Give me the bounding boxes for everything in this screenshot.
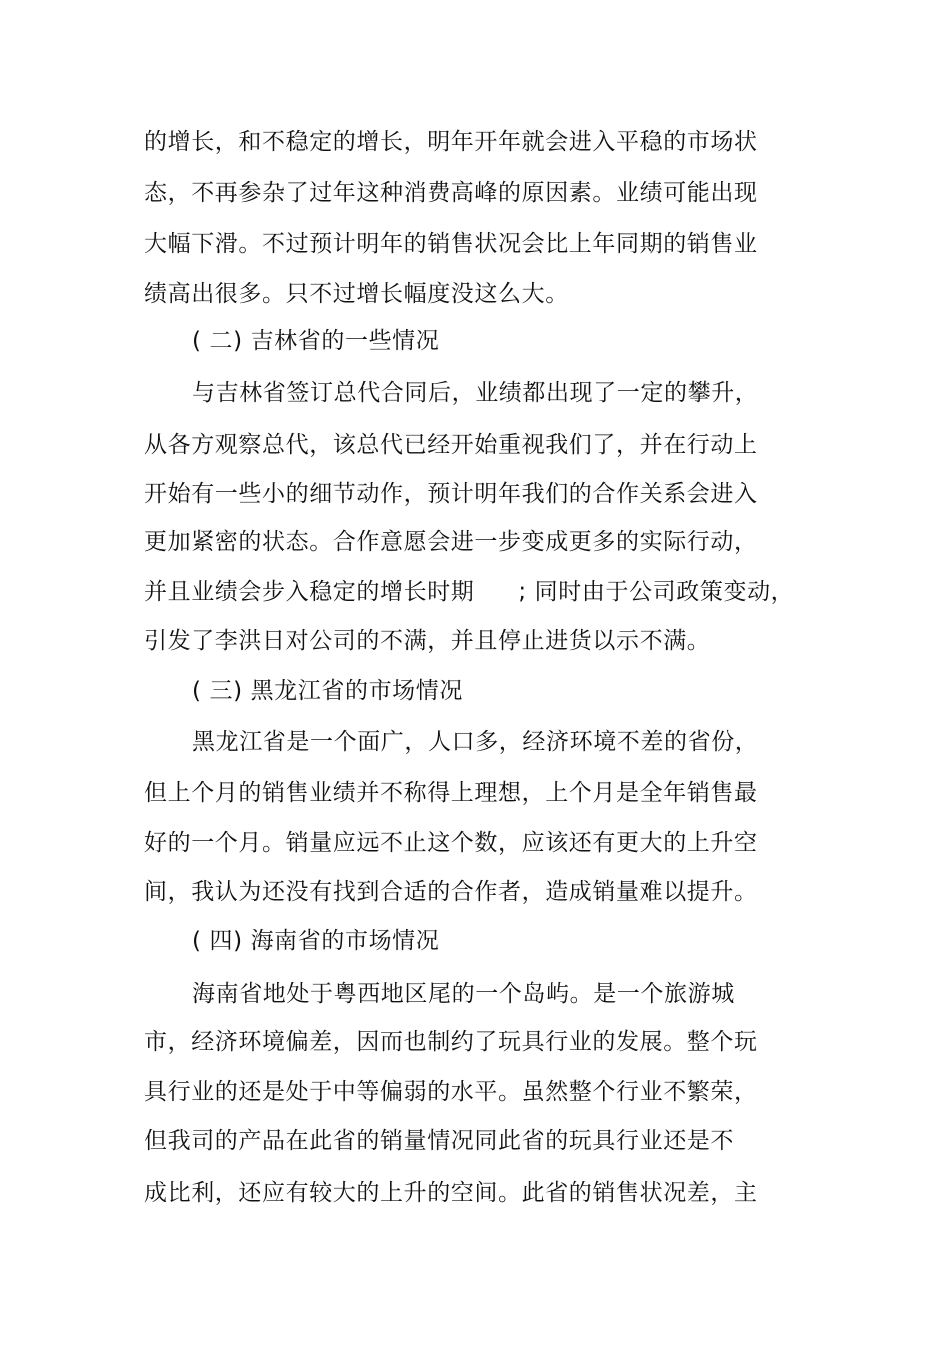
text-line: 具行业的还是处于中等偏弱的水平。虽然整个行业不繁荣， (144, 1079, 758, 1105)
paragraph-first-line: 黑龙江省是一个面广，人口多，经济环境不差的省份， (192, 729, 759, 755)
text-line: 从各方观察总代，该总代已经开始重视我们了，并在行动上 (144, 432, 758, 458)
paragraph-first-line: 与吉林省签订总代合同后，业绩都出现了一定的攀升， (192, 380, 759, 406)
text-line: 好的一个月。销量应远不止这个数，应该还有更大的上升空 (144, 830, 758, 856)
text-line (144, 577, 794, 607)
text-line: 市，经济环境偏差，因而也制约了玩具行业的发展。整个玩 (144, 1029, 758, 1055)
text-line: 更加紧密的状态。合作意愿会进一步变成更多的实际行动， (144, 529, 758, 555)
section-heading: ( 二) 吉林省的一些情况 (192, 328, 440, 354)
text-segment: 并且业绩会步入稳定的增长时期 (144, 579, 475, 605)
text-line: 态，不再参杂了过年这种消费高峰的原因素。业绩可能出现 (144, 180, 758, 206)
text-line: 开始有一些小的细节动作，预计明年我们的合作关系会进入 (144, 481, 758, 507)
text-line: 大幅下滑。不过预计明年的销售状况会比上年同期的销售业 (144, 231, 758, 257)
text-line: 但我司的产品在此省的销量情况同此省的玩具行业还是不 (144, 1128, 734, 1154)
text-line: 绩高出很多。只不过增长幅度没这么大。 (144, 281, 569, 307)
text-line: 的增长，和不稳定的增长，明年开年就会进入平稳的市场状 (144, 129, 758, 155)
section-heading: ( 四) 海南省的市场情况 (192, 928, 440, 954)
text-segment: ; 同时由于公司政策变动， (518, 579, 795, 605)
text-line: 引发了李洪日对公司的不满，并且停止进货以示不满。 (144, 628, 711, 654)
text-line: 成比利，还应有较大的上升的空间。此省的销售状况差，主 (144, 1180, 758, 1206)
section-heading: ( 三) 黑龙江省的市场情况 (192, 678, 463, 704)
paragraph-first-line: 海南省地处于粤西地区尾的一个岛屿。是一个旅游城 (192, 981, 735, 1007)
text-line: 间，我认为还没有找到合适的合作者，造成销量难以提升。 (144, 879, 758, 905)
text-line: 但上个月的销售业绩并不称得上理想，上个月是全年销售最 (144, 780, 758, 806)
